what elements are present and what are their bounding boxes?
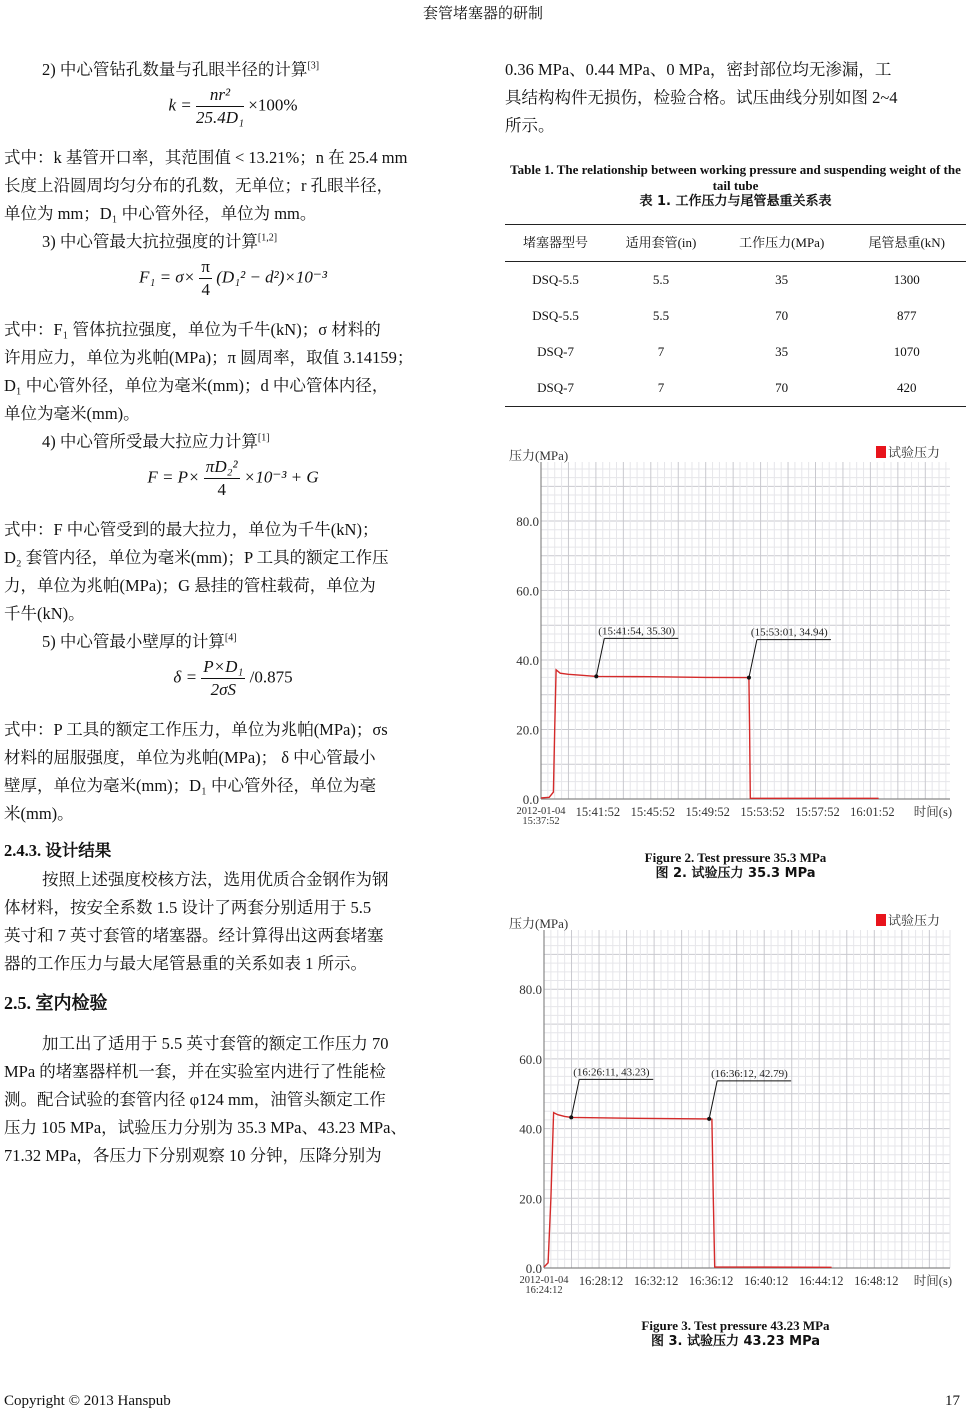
running-header: 套管堵塞器的研制 bbox=[422, 6, 543, 22]
table-header-row bbox=[505, 225, 966, 262]
item2-desc-2: 长度上沿圆周均匀分布的孔数，无单位；r 孔眼半径， bbox=[4, 176, 394, 195]
x-tick-label: 16:44:12 bbox=[799, 1274, 844, 1288]
continued-line-3: 所示。 bbox=[505, 116, 555, 135]
table-cell: 1300 bbox=[893, 272, 920, 287]
x-tick-label-time: 16:24:12 bbox=[525, 1285, 563, 1296]
section-2-4-3-line-3: 英寸和 7 英寸套管的堵塞器。经计算得出这两套堵塞 bbox=[4, 926, 384, 945]
x-axis-title: 时间(s) bbox=[913, 805, 952, 819]
y-tick-label: 40.0 bbox=[516, 653, 539, 669]
section-2-5-line-2: MPa 的堵塞器样机一套，并在实验室内进行了性能检 bbox=[4, 1062, 386, 1081]
x-tick-label: 15:49:52 bbox=[685, 805, 730, 819]
x-tick-label: 15:45:52 bbox=[630, 805, 676, 819]
x-tick-label-time: 15:37:52 bbox=[522, 816, 560, 827]
col-header: 工作压力(MPa) bbox=[716, 225, 848, 262]
col-header: 尾管悬重(kN) bbox=[847, 225, 966, 262]
table-cell: 35 bbox=[775, 272, 789, 287]
table-row bbox=[505, 298, 966, 334]
y-tick-label: 80.0 bbox=[516, 514, 539, 530]
x-tick-label: 16:40:12 bbox=[743, 1274, 789, 1288]
item3-desc-3: D₁ 中心管外径，单位为毫米(mm)；d 中心管体内径， bbox=[4, 376, 389, 395]
item4-desc-3: 力，单位为兆帕(MPa)；G 悬挂的管柱载荷，单位为 bbox=[4, 576, 376, 595]
table-cell: 70 bbox=[775, 308, 789, 323]
table-cell: 877 bbox=[896, 308, 917, 323]
section-2-4-3-line-2: 体材料，按安全系数 1.5 设计了两套分别适用于 5.5 bbox=[4, 898, 372, 917]
item3-desc-1: 式中：F₁ 管体抗拉强度，单位为千牛(kN)；σ 材料的 bbox=[4, 320, 381, 339]
table-row bbox=[505, 334, 966, 370]
item5-desc-1: 式中：P 工具的额定工作压力，单位为兆帕(MPa)；σs bbox=[4, 720, 388, 739]
table-cell: 7 bbox=[657, 344, 665, 359]
pressure-series-line bbox=[541, 670, 879, 799]
legend-label: 试验压力 bbox=[888, 446, 941, 461]
table-cell: 1070 bbox=[893, 344, 920, 359]
annotation-label: (15:41:54, 35.30) bbox=[598, 625, 676, 638]
item5-desc-3: 壁厚，单位为毫米(mm)；D₁ 中心管外径，单位为毫 bbox=[4, 776, 376, 795]
pressure-chart-1 bbox=[505, 440, 966, 840]
x-tick-label-date: 2012-01-04 bbox=[519, 1275, 569, 1286]
figure-3-caption-cn: 图 3. 试验压力 43.23 MPa bbox=[650, 1334, 821, 1349]
y-tick-label: 0.0 bbox=[522, 792, 539, 807]
section-2-5-line-4: 压力 105 MPa，试验压力分别为 35.3 MPa、43.23 MPa、 bbox=[4, 1118, 407, 1137]
table-cell: 5.5 bbox=[652, 308, 670, 323]
section-2-5-line-3: 测。配合试验的套管内径 φ124 mm，油管头额定工作 bbox=[4, 1090, 386, 1109]
citation[interactable]: [3] bbox=[307, 60, 320, 72]
item4-desc-1: 式中：F 中心管受到的最大拉力，单位为千牛(kN)； bbox=[4, 520, 379, 539]
x-axis-title: 时间(s) bbox=[913, 1274, 952, 1288]
figure-3 bbox=[505, 908, 966, 1350]
x-tick-label: 15:57:52 bbox=[795, 805, 840, 819]
continued-line-2: 具结构构件无损伤，检验合格。试压曲线分别如图 2~4 bbox=[505, 88, 898, 107]
x-tick-label: 16:48:12 bbox=[854, 1274, 899, 1288]
section-2-5-line-5: 71.32 MPa，各压力下分别观察 10 分钟，压降分别为 bbox=[4, 1146, 382, 1165]
item3-heading: 3) 中心管最大抗拉强度的计算[1,2] bbox=[42, 232, 278, 251]
table-cell: DSQ-7 bbox=[537, 344, 574, 359]
annotation-label: (16:36:12, 42.79) bbox=[711, 1067, 788, 1080]
item4-desc-2: D₂ 套管内径，单位为毫米(mm)；P 工具的额定工作压 bbox=[4, 548, 389, 567]
y-tick-label: 0.0 bbox=[525, 1261, 542, 1276]
table-cell: 5.5 bbox=[652, 272, 670, 287]
table-cell: DSQ-7 bbox=[505, 370, 606, 407]
formula-f1: F₁ = σ× $\frac{\pi}{4}$ (D₁² − d²)×10⁻³ bbox=[139, 257, 327, 299]
y-tick-label: 20.0 bbox=[519, 1191, 542, 1207]
legend-swatch bbox=[876, 914, 886, 926]
section-2-4-3-heading: 2.4.3. 设计结果 bbox=[4, 841, 112, 860]
figure-2 bbox=[505, 440, 966, 882]
y-tick-label: 20.0 bbox=[516, 722, 539, 738]
pressure-chart-2 bbox=[505, 908, 966, 1308]
item5-heading: 5) 中心管最小壁厚的计算[4] bbox=[42, 632, 237, 651]
item3-desc-2: 许用应力，单位为兆帕(MPa)；π 圆周率，取值 3.14159； bbox=[4, 348, 414, 367]
y-tick-label: 60.0 bbox=[516, 583, 539, 599]
item2-desc-1: 式中：k 基管开口率，其范围值 < 13.21%；n 在 25.4 mm bbox=[4, 148, 408, 167]
formula-f: F = P× $\frac{\text{πD₂²}}{4}$ ×10⁻³ + G bbox=[147, 457, 319, 499]
annotation-leader bbox=[749, 640, 757, 678]
y-axis-title: 压力(MPa) bbox=[509, 448, 569, 463]
right-column bbox=[505, 56, 966, 407]
section-2-4-3-line-1: 按照上述强度校核方法，选用优质合金钢作为钢 bbox=[42, 870, 389, 889]
pressure-weight-table bbox=[505, 224, 966, 407]
annotation-label: (15:53:01, 34.94) bbox=[750, 626, 828, 639]
item4-heading: 4) 中心管所受最大拉应力计算[1] bbox=[42, 432, 270, 451]
x-tick-label: 16:28:12 bbox=[578, 1274, 624, 1288]
figure-3-caption-en: Figure 3. Test pressure 43.23 MPa bbox=[641, 1318, 830, 1333]
figure-2-caption-en: Figure 2. Test pressure 35.3 MPa bbox=[644, 850, 827, 865]
item5-desc-2: 材料的屈服强度，单位为兆帕(MPa)； δ 中心管最小 bbox=[4, 748, 376, 767]
x-tick-label: 16:36:12 bbox=[688, 1274, 734, 1288]
item5-desc-4: 米(mm)。 bbox=[4, 804, 74, 823]
item2-desc-3: 单位为 mm；D₁ 中心管外径，单位为 mm。 bbox=[4, 204, 317, 223]
table-cell: 420 bbox=[847, 370, 966, 407]
annotation-label: (16:26:11, 43.23) bbox=[573, 1066, 650, 1079]
citation[interactable]: [1] bbox=[257, 432, 270, 444]
x-tick-label: 16:32:12 bbox=[633, 1274, 679, 1288]
item4-desc-4: 千牛(kN)。 bbox=[4, 604, 85, 623]
y-tick-label: 80.0 bbox=[519, 982, 542, 998]
section-2-5-line-1: 加工出了适用于 5.5 英寸套管的额定工作压力 70 bbox=[42, 1034, 389, 1053]
x-tick-label: 15:53:52 bbox=[740, 805, 785, 819]
section-2-5-heading: 2.5. 室内检验 bbox=[4, 993, 108, 1013]
table-cell: 35 bbox=[775, 344, 789, 359]
y-tick-label: 60.0 bbox=[519, 1051, 542, 1067]
left-column bbox=[4, 56, 462, 1170]
formula-delta: δ = $\frac{\text{P×D₁}}{2\sigma S}$ /0.875 bbox=[173, 657, 293, 699]
col-header: 堵塞器型号 bbox=[505, 225, 606, 262]
table-cell: 70 bbox=[716, 370, 848, 407]
continued-line-1: 0.36 MPa、0.44 MPa、0 MPa，密封部位均无渗漏，工 bbox=[505, 60, 892, 79]
table-cell: DSQ-5.5 bbox=[532, 272, 579, 287]
legend-swatch bbox=[876, 446, 886, 458]
table-caption-cn: 表 1. 工作压力与尾管悬重关系表 bbox=[639, 194, 832, 209]
col-header: 适用套管(in) bbox=[606, 225, 716, 262]
table-row bbox=[505, 262, 966, 299]
x-tick-label: 16:01:52 bbox=[850, 805, 895, 819]
table-row bbox=[505, 370, 966, 407]
table-cell: 7 bbox=[606, 370, 716, 407]
x-tick-label: 15:41:52 bbox=[575, 805, 621, 819]
table-caption-en: Table 1. The relationship between working pressure and suspending weight of the tail tube bbox=[510, 162, 961, 193]
x-tick-label-date: 2012-01-04 bbox=[516, 806, 566, 817]
section-2-4-3-line-4: 器的工作压力与最大尾管悬重的关系如表 1 所示。 bbox=[4, 954, 367, 973]
page-number: 17 bbox=[945, 1393, 960, 1409]
formula-k: k = $\frac{\text{nr²}}{\text{25.4D₁}}$ ×100% bbox=[168, 85, 298, 127]
y-tick-label: 40.0 bbox=[519, 1121, 542, 1137]
citation[interactable]: [1,2] bbox=[257, 232, 278, 244]
y-axis-title: 压力(MPa) bbox=[509, 916, 569, 931]
table-cell: DSQ-5.5 bbox=[532, 308, 579, 323]
item2-heading: 2) 中心管钻孔数量与孔眼半径的计算[3] bbox=[42, 60, 320, 79]
item3-desc-4: 单位为毫米(mm)。 bbox=[4, 404, 140, 423]
citation[interactable]: [4] bbox=[224, 632, 237, 644]
figure-2-caption-cn: 图 2. 试验压力 35.3 MPa bbox=[655, 866, 816, 881]
copyright: Copyright © 2013 Hanspub bbox=[4, 1393, 171, 1409]
legend-label: 试验压力 bbox=[888, 914, 941, 929]
